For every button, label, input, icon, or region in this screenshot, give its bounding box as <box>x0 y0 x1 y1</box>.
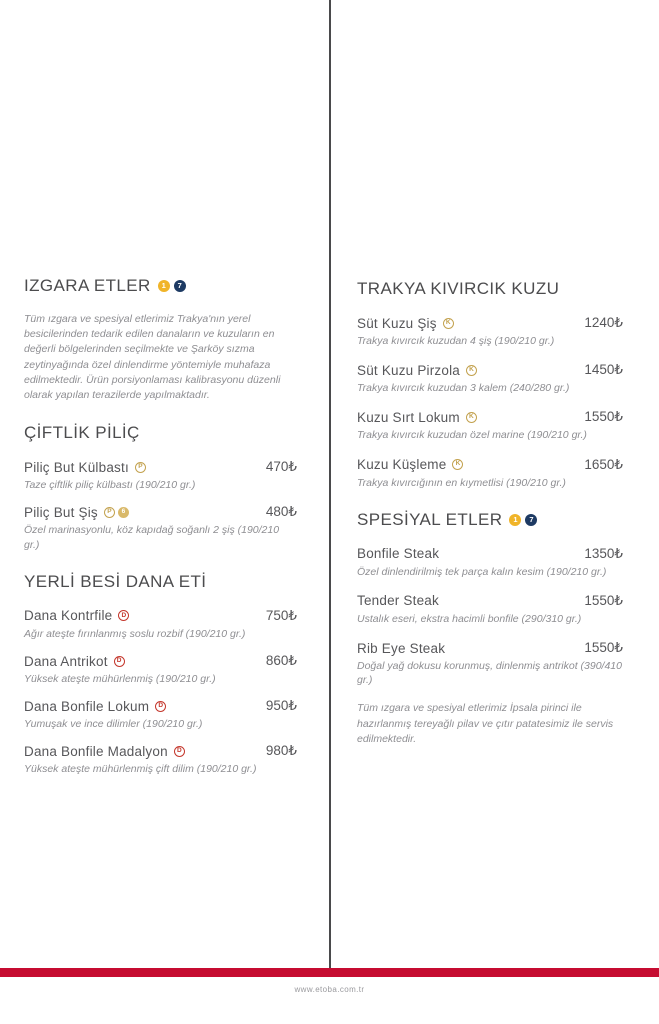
item-badges <box>443 318 454 329</box>
footer-accent-bar <box>0 968 659 977</box>
item-badges <box>135 462 146 473</box>
item-description: Taze çiftlik piliç külbastı (190/210 gr.) <box>24 479 196 492</box>
menu-item <box>357 457 623 490</box>
item-badges <box>466 412 477 423</box>
item-badges <box>466 365 477 376</box>
item-price: 1350₺ <box>584 545 623 561</box>
item-price: 1550₺ <box>584 409 623 425</box>
menu-item <box>357 593 623 626</box>
badge-7-icon: 7 <box>174 280 186 292</box>
item-name: Kuzu Sırt Lokum <box>357 409 460 425</box>
menu-item <box>24 698 297 731</box>
menu-item <box>24 608 297 641</box>
item-badges <box>118 610 129 621</box>
menu-section <box>24 423 297 552</box>
menu-item-row <box>357 409 623 425</box>
badge-k-icon: K <box>443 318 454 329</box>
section-items <box>357 315 623 490</box>
item-name: Bonfile Steak <box>357 546 440 562</box>
badge-d-icon: D <box>118 610 129 621</box>
menu-item <box>357 546 623 579</box>
menu-item <box>24 743 297 776</box>
item-price: 1550₺ <box>584 592 623 608</box>
item-badges <box>114 656 125 667</box>
menu-item-row <box>357 546 623 562</box>
section-items <box>24 608 297 777</box>
badge-p-icon: P <box>104 507 115 518</box>
menu-item-row <box>24 608 297 624</box>
item-name: Süt Kuzu Pirzola <box>357 362 460 378</box>
item-price: 1450₺ <box>584 362 623 378</box>
item-badges <box>104 507 129 518</box>
menu-item <box>24 459 297 492</box>
menu-item-row <box>357 362 623 378</box>
item-badges <box>155 701 166 712</box>
item-description: Trakya kıvırcığının en kıymetlisi (190/210 gr.) <box>357 476 566 489</box>
menu-item-row <box>24 504 297 520</box>
menu-item-row <box>24 653 297 669</box>
item-description: Özel marinasyonlu, köz kapıdağ soğanlı 2 şiş (190/210 gr.) <box>24 524 280 551</box>
menu-item-row <box>357 315 623 331</box>
section-title-text: ÇİFTLİK PİLİÇ <box>24 423 140 443</box>
menu-item-row <box>24 459 297 475</box>
badge-d-icon: D <box>114 656 125 667</box>
section-title-text: TRAKYA KIVIRCIK KUZU <box>357 279 560 298</box>
menu-section <box>24 572 297 777</box>
badge-k-icon: K <box>466 412 477 423</box>
item-name: Süt Kuzu Şiş <box>357 315 437 331</box>
section-title <box>357 510 623 530</box>
item-description: Ağır ateşte fırınlanmış soslu rozbif (190/210 gr.) <box>24 627 246 640</box>
item-name: Dana Bonfile Madalyon <box>24 743 168 759</box>
section-title <box>24 276 297 296</box>
menu-item-row <box>357 457 623 473</box>
section-title-text: IZGARA ETLER <box>24 276 151 295</box>
section-title-text: SPESİYAL ETLER <box>357 509 503 529</box>
menu-section <box>24 276 297 403</box>
menu-item-row <box>24 698 297 714</box>
menu-section <box>357 510 623 747</box>
item-description: Trakya kıvırcık kuzudan özel marine (190/210 gr.) <box>357 429 587 442</box>
section-items <box>357 546 623 688</box>
menu-item-row <box>24 743 297 759</box>
section-intro-text: Tüm ızgara ve spesiyal etlerimiz Trakya'nın yerel besicilerinden tedarik edilen danaların ve kuzuların en değerli bölgelerinden seçilmekte ve Şarköy sızma zeytinyağında özel dinlendirme yöntemiyle muhafaza edilmektedir. Ürün porsiyonlaması kalibrasyonu düzenli olarak yapılan terazilerde yapılmaktadır. <box>24 313 281 402</box>
section-badges <box>509 514 537 526</box>
section-title <box>24 572 297 592</box>
item-price: 1550₺ <box>584 640 623 656</box>
item-description: Özel dinlendirilmiş tek parça kalın kesim (190/210 gr.) <box>357 565 607 578</box>
section-title-text: YERLİ BESİ DANA ETİ <box>24 571 207 591</box>
section-items <box>24 459 297 552</box>
menu-item <box>357 409 623 442</box>
badge-d-icon: D <box>174 746 185 757</box>
item-name: Tender Steak <box>357 593 439 609</box>
item-name: Dana Bonfile Lokum <box>24 698 150 714</box>
section-title <box>24 423 297 443</box>
menu-item <box>24 653 297 686</box>
menu-item <box>357 362 623 395</box>
item-description: Trakya kıvırcık kuzudan 3 kalem (240/280 gr.) <box>357 382 570 395</box>
item-description: Yumuşak ve ince dilimler (190/210 gr.) <box>24 718 203 731</box>
item-price: 1650₺ <box>584 456 623 472</box>
badge-k-icon: K <box>466 365 477 376</box>
item-name: Kuzu Küşleme <box>357 457 447 473</box>
badge-6-icon: 6 <box>118 507 129 518</box>
item-description: Yüksek ateşte mühürlenmiş (190/210 gr.) <box>24 673 216 685</box>
menu-item-row <box>357 640 623 656</box>
menu-item-row <box>357 593 623 609</box>
section-badges <box>158 280 186 292</box>
item-price: 480₺ <box>265 504 297 520</box>
item-price: 1240₺ <box>584 315 623 330</box>
menu-item <box>24 504 297 551</box>
item-name: Piliç But Şiş <box>24 504 98 520</box>
item-name: Rib Eye Steak <box>357 640 446 656</box>
item-name: Piliç But Külbastı <box>24 459 129 475</box>
footer-website-url: www.etoba.com.tr <box>294 985 365 994</box>
menu-item <box>357 640 623 687</box>
right-column <box>357 279 623 767</box>
menu-section <box>357 279 623 490</box>
badge-7-icon: 7 <box>525 514 537 526</box>
item-price: 980₺ <box>265 743 297 759</box>
badge-1-icon: 1 <box>158 280 170 292</box>
badge-p-icon: P <box>135 462 146 473</box>
item-name: Dana Antrikot <box>24 653 108 669</box>
item-price: 860₺ <box>265 653 297 668</box>
section-note-text: Tüm ızgara ve spesiyal etlerimiz İpsala pirinci ile hazırlanmış tereyağlı pilav ve çıtır patatesimiz ile servis edilmektedir. <box>357 702 614 745</box>
item-description: Yüksek ateşte mühürlenmiş çift dilim (190/210 gr.) <box>24 763 257 776</box>
item-description: Doğal yağ dokusu korunmuş, dinlenmiş antrikot (390/410 gr.) <box>357 660 622 687</box>
item-name: Dana Kontrfile <box>24 608 113 624</box>
item-description: Ustalık eseri, ekstra hacimli bonfile (290/310 gr.) <box>357 612 582 625</box>
badge-1-icon: 1 <box>509 514 521 526</box>
left-column <box>24 276 297 797</box>
item-price: 470₺ <box>265 459 297 475</box>
item-price: 750₺ <box>265 607 297 623</box>
item-badges <box>174 746 185 757</box>
menu-item <box>357 315 623 348</box>
item-description: Trakya kıvırcık kuzudan 4 şiş (190/210 gr.) <box>357 335 555 347</box>
item-badges <box>452 459 463 470</box>
item-price: 950₺ <box>265 698 297 714</box>
badge-k-icon: K <box>452 459 463 470</box>
column-divider <box>329 0 331 968</box>
badge-d-icon: D <box>155 701 166 712</box>
section-title <box>357 279 623 299</box>
